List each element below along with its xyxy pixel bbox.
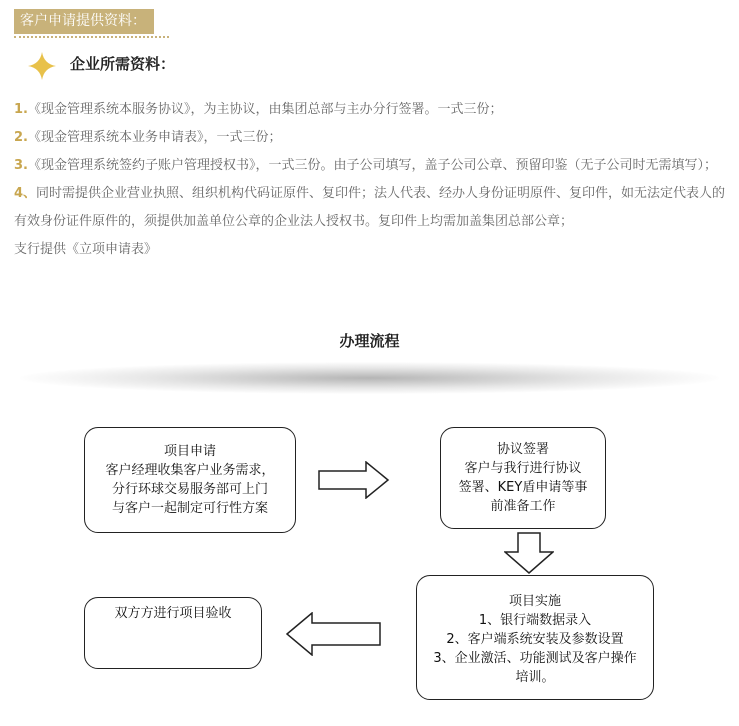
section-header xyxy=(14,9,154,34)
step-line: 前准备工作 xyxy=(490,499,556,514)
list-item: 3.《现金管理系统签约子账户管理授权书》，一式三份。由子公司填写，盖子公司公章、预留印鉴（无子公司时无需填写）； xyxy=(14,158,717,173)
branch-note: 支行提供《立项申请表》 xyxy=(14,242,158,257)
header-divider xyxy=(14,36,169,38)
list-item: 4、同时需提供企业营业执照、组织机构代码证原件、复印件；法人代表、经办人身份证明原件、复印件，如无法定代表人的有效身份证件原件的，须提供加盖单位公章的企业法人授权书。复印件上均需加盖集团总部公章； xyxy=(14,186,726,229)
step-line: 与客户一起制定可行性方案 xyxy=(111,501,268,516)
step-line: 签署、KEY盾申请等事 xyxy=(458,480,588,495)
flow-title: 办理流程 xyxy=(339,332,400,350)
step-project-acceptance xyxy=(84,597,262,669)
step-line: 培训。 xyxy=(515,670,555,685)
step-line: 客户经理收集客户业务需求， xyxy=(105,463,275,478)
step-line: 客户与我行进行协议 xyxy=(464,461,582,476)
diamond-star-icon xyxy=(28,52,56,80)
step-project-implement xyxy=(416,575,654,700)
step-title: 协议签署 xyxy=(496,442,549,457)
header-title: 客户申请提供资料： xyxy=(20,13,146,29)
arrow-down-icon xyxy=(504,532,554,574)
requirements-list xyxy=(14,96,730,264)
title-shadow-divider xyxy=(20,362,719,394)
list-item: 2.《现金管理系统本业务申请表》，一式三份； xyxy=(14,130,282,145)
step-agreement-sign xyxy=(440,427,606,529)
step-line: 1、银行端数据录入 xyxy=(478,613,592,628)
step-title: 项目实施 xyxy=(508,594,561,609)
step-line: 3、企业激活、功能测试及客户操作 xyxy=(433,651,637,666)
section-title: 企业所需资料： xyxy=(70,55,176,73)
step-title: 双方方进行项目验收 xyxy=(114,606,232,621)
step-project-apply xyxy=(84,427,296,533)
step-line: 2、客户端系统安装及参数设置 xyxy=(446,632,624,647)
arrow-left-icon xyxy=(286,612,382,656)
list-item: 1.《现金管理系统本服务协议》，为主协议，由集团总部与主办分行签署。一式三份； xyxy=(14,102,503,117)
step-title: 项目申请 xyxy=(163,444,216,459)
arrow-right-icon xyxy=(318,461,390,499)
step-line: 分行环球交易服务部可上门 xyxy=(111,482,268,497)
